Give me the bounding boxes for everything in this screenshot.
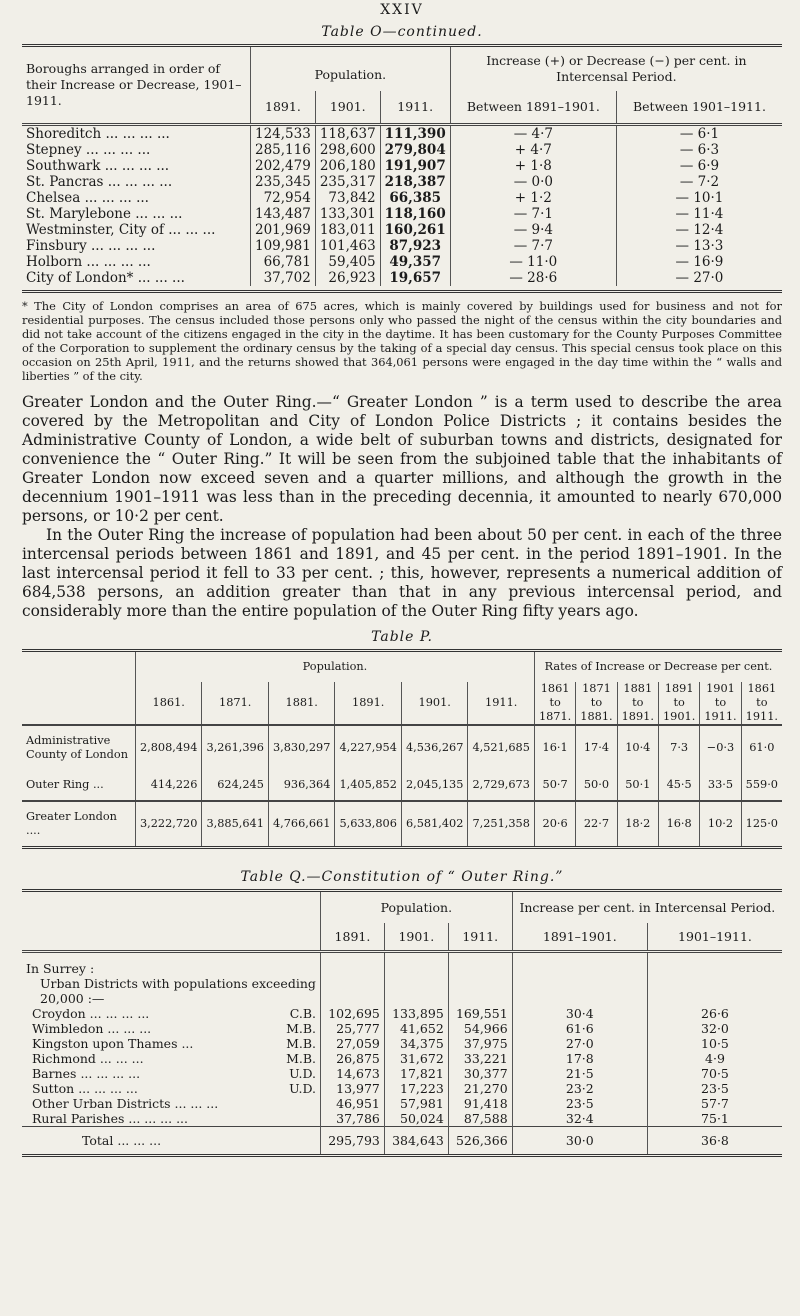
table-p-header-row <box>22 682 782 725</box>
paragraph-outer-ring: In the Outer Ring the increase of population had been about 50 per cent. in each of the three intercensal periods between 1861 and 1891, and 45 per cent. in the period 1891–1901. In the last intercensal period it fell to 33 per cent. ; this, however, represents a numerical addition of 684,538 persons, an addition greater than that in any previous intercensal period, and considerably more than the entire population of the Outer Ring fifty years ago. <box>22 526 782 620</box>
table-row <box>22 1006 782 1021</box>
population-value: 4,536,267 <box>401 725 468 770</box>
change-1901-1911: — 7·2 <box>616 174 782 190</box>
table-q-body <box>22 1006 782 1127</box>
table-q <box>22 892 782 1154</box>
change-1901-1911: — 6·9 <box>616 158 782 174</box>
q-group-label: In Surrey : <box>26 961 95 976</box>
q-pop-1891: 26,875 <box>321 1051 385 1066</box>
change-1901-1911: — 10·1 <box>616 190 782 206</box>
rate-value: 50·7 <box>534 770 575 801</box>
q-pop-1911: 91,418 <box>448 1096 512 1111</box>
district-name <box>22 1006 321 1021</box>
table-row <box>22 238 782 254</box>
q-change-2: 23·5 <box>647 1081 782 1096</box>
district-name <box>22 1111 321 1127</box>
rate-value: 16·1 <box>534 725 575 770</box>
pop-1901: 59,405 <box>315 254 380 270</box>
district-label: Croydon ... ... ... ... <box>32 1006 150 1021</box>
table-o-change-heading: Increase (+) or Decrease (−) per cent. in Intercensal Period. <box>450 47 782 91</box>
population-value: 2,729,673 <box>468 770 535 801</box>
table-o-stub-heading: Boroughs arranged in order of their Increase or Decrease, 1901–1911. <box>26 61 242 108</box>
col-between-1891-1901: Between 1891–1901. <box>450 91 616 125</box>
population-value: 2,045,135 <box>401 770 468 801</box>
borough-name: Holborn ... ... ... ... <box>26 254 151 270</box>
district-name <box>22 1081 321 1096</box>
pop-1911: 66,385 <box>380 190 450 206</box>
q-col-1901-1911: 1901–1911. <box>647 923 782 952</box>
q-pop-1911: 37,975 <box>448 1036 512 1051</box>
q-pop-1891: 37,786 <box>321 1111 385 1127</box>
change-1891-1901: + 4·7 <box>450 142 616 158</box>
change-1901-1911: — 11·4 <box>616 206 782 222</box>
table-row <box>22 725 782 770</box>
p-year-col: 1871. <box>202 682 269 725</box>
q-col-1911: 1911. <box>448 923 512 952</box>
q-pop-1891: 14,673 <box>321 1066 385 1081</box>
population-value: 3,885,641 <box>202 801 269 846</box>
pop-1911: 118,160 <box>380 206 450 222</box>
q-pop-1901: 41,652 <box>384 1021 448 1036</box>
pop-1901: 118,637 <box>315 125 380 143</box>
change-1891-1901: — 4·7 <box>450 125 616 143</box>
population-value: 414,226 <box>135 770 202 801</box>
table-row <box>22 1066 782 1081</box>
q-total-1891: 295,793 <box>321 1127 385 1155</box>
district-label: Other Urban Districts ... ... ... <box>32 1096 219 1111</box>
rate-value: 10·2 <box>700 801 741 846</box>
q-total-change-2: 36·8 <box>647 1127 782 1155</box>
pop-1901: 133,301 <box>315 206 380 222</box>
q-pop-1891: 46,951 <box>321 1096 385 1111</box>
table-row <box>22 801 782 846</box>
p-period-col: 1861 to 1871. <box>534 682 575 725</box>
q-change-2: 32·0 <box>647 1021 782 1036</box>
q-change-2: 70·5 <box>647 1066 782 1081</box>
change-1891-1901: — 0·0 <box>450 174 616 190</box>
pop-1891: 235,345 <box>251 174 316 190</box>
page-number: XXIV <box>380 2 424 18</box>
change-1891-1901: — 7·7 <box>450 238 616 254</box>
borough-name: Southwark ... ... ... ... <box>26 158 170 174</box>
rate-value: 20·6 <box>534 801 575 846</box>
table-row <box>22 254 782 270</box>
population-value: 5,633,806 <box>335 801 402 846</box>
district-name <box>22 1036 321 1051</box>
table-p-population-heading: Population. <box>135 652 534 682</box>
change-1901-1911: — 13·3 <box>616 238 782 254</box>
district-label: Richmond ... ... ... <box>32 1051 144 1066</box>
rule <box>22 846 782 849</box>
population-value: 1,405,852 <box>335 770 402 801</box>
population-value: 4,766,661 <box>268 801 335 846</box>
table-q-population-heading: Population. <box>321 892 513 923</box>
pop-1891: 124,533 <box>251 125 316 143</box>
rule <box>22 1154 782 1157</box>
table-row <box>22 190 782 206</box>
table-o-caption: Table O—continued. <box>321 24 483 40</box>
pop-1891: 66,781 <box>251 254 316 270</box>
change-1891-1901: + 1·8 <box>450 158 616 174</box>
pop-1891: 202,479 <box>251 158 316 174</box>
pop-1901: 26,923 <box>315 270 380 286</box>
p-year-col: 1881. <box>268 682 335 725</box>
pop-1891: 285,116 <box>251 142 316 158</box>
pop-1901: 73,842 <box>315 190 380 206</box>
change-1901-1911: — 16·9 <box>616 254 782 270</box>
district-label: Kingston upon Thames ... <box>32 1036 194 1051</box>
rate-value: 16·8 <box>658 801 699 846</box>
pop-1901: 235,317 <box>315 174 380 190</box>
q-pop-1911: 21,270 <box>448 1081 512 1096</box>
pop-1911: 279,804 <box>380 142 450 158</box>
rate-value: 61·0 <box>741 725 782 770</box>
q-pop-1901: 57,981 <box>384 1096 448 1111</box>
q-col-1891-1901: 1891–1901. <box>512 923 647 952</box>
table-row <box>22 770 782 801</box>
q-change-1: 23·2 <box>512 1081 647 1096</box>
population-value: 4,227,954 <box>335 725 402 770</box>
change-1901-1911: — 6·1 <box>616 125 782 143</box>
q-pop-1901: 17,223 <box>384 1081 448 1096</box>
change-1891-1901: — 9·4 <box>450 222 616 238</box>
q-pop-1911: 87,588 <box>448 1111 512 1127</box>
q-pop-1891: 27,059 <box>321 1036 385 1051</box>
district-name <box>22 1021 321 1036</box>
table-p-caption: Table P. <box>371 629 433 645</box>
q-pop-1891: 25,777 <box>321 1021 385 1036</box>
table-row <box>22 270 782 286</box>
q-change-2: 75·1 <box>647 1111 782 1127</box>
district-name <box>22 1096 321 1111</box>
district-type: M.B. <box>286 1051 316 1066</box>
q-pop-1911: 54,966 <box>448 1021 512 1036</box>
p-period-col: 1891 to 1901. <box>658 682 699 725</box>
q-change-1: 32·4 <box>512 1111 647 1127</box>
borough-name: St. Marylebone ... ... ... <box>26 206 183 222</box>
q-pop-1901: 133,895 <box>384 1006 448 1021</box>
population-value: 624,245 <box>202 770 269 801</box>
change-1891-1901: — 28·6 <box>450 270 616 286</box>
pop-1891: 143,487 <box>251 206 316 222</box>
pop-1891: 109,981 <box>251 238 316 254</box>
table-row <box>22 1096 782 1111</box>
district-type: M.B. <box>286 1021 316 1036</box>
district-name <box>22 1066 321 1081</box>
q-change-2: 10·5 <box>647 1036 782 1051</box>
q-pop-1911: 30,377 <box>448 1066 512 1081</box>
table-q-change-heading: Increase per cent. in Intercensal Period. <box>512 892 782 923</box>
change-1891-1901: — 7·1 <box>450 206 616 222</box>
q-total-1911: 526,366 <box>448 1127 512 1155</box>
pop-1901: 101,463 <box>315 238 380 254</box>
change-1891-1901: + 1·2 <box>450 190 616 206</box>
population-value: 3,261,396 <box>202 725 269 770</box>
borough-name: City of London* ... ... ... <box>26 270 185 286</box>
district-name <box>22 1051 321 1066</box>
q-total-label: Total ... ... ... <box>82 1133 162 1148</box>
pop-1891: 37,702 <box>251 270 316 286</box>
q-pop-1911: 169,551 <box>448 1006 512 1021</box>
q-col-1901: 1901. <box>384 923 448 952</box>
pop-1911: 160,261 <box>380 222 450 238</box>
q-pop-1901: 34,375 <box>384 1036 448 1051</box>
p-period-col: 1871 to 1881. <box>576 682 617 725</box>
borough-name: Westminster, City of ... ... ... <box>26 222 216 238</box>
rate-value: 33·5 <box>700 770 741 801</box>
district-label: Rural Parishes ... ... ... ... <box>32 1111 188 1126</box>
pop-1911: 111,390 <box>380 125 450 143</box>
district-type: C.B. <box>289 1006 316 1021</box>
table-row <box>22 1021 782 1036</box>
pop-1901: 206,180 <box>315 158 380 174</box>
table-q-stub <box>22 892 321 952</box>
district-type: M.B. <box>286 1036 316 1051</box>
table-row <box>22 158 782 174</box>
pop-1911: 191,907 <box>380 158 450 174</box>
rate-value: 50·0 <box>576 770 617 801</box>
table-o-body <box>22 125 782 287</box>
q-pop-1891: 102,695 <box>321 1006 385 1021</box>
table-o-population-heading: Population. <box>251 47 451 91</box>
q-col-1891: 1891. <box>321 923 385 952</box>
area-name: Greater London .... <box>26 810 117 837</box>
population-value: 936,364 <box>268 770 335 801</box>
q-pop-1911: 33,221 <box>448 1051 512 1066</box>
p-year-col: 1911. <box>468 682 535 725</box>
rate-value: 45·5 <box>658 770 699 801</box>
pop-1901: 298,600 <box>315 142 380 158</box>
pop-1911: 19,657 <box>380 270 450 286</box>
table-row <box>22 174 782 190</box>
rate-value: 7·3 <box>658 725 699 770</box>
q-pop-1901: 50,024 <box>384 1111 448 1127</box>
col-between-1901-1911: Between 1901–1911. <box>616 91 782 125</box>
p-year-col: 1891. <box>335 682 402 725</box>
p-period-col: 1881 to 1891. <box>617 682 658 725</box>
borough-name: Stepney ... ... ... ... <box>26 142 151 158</box>
q-change-2: 4·9 <box>647 1051 782 1066</box>
col-1891: 1891. <box>251 91 316 125</box>
table-q-caption: Table Q.—Constitution of “ Outer Ring.” <box>240 869 564 885</box>
table-p-rates-heading: Rates of Increase or Decrease per cent. <box>534 652 782 682</box>
pop-1911: 218,387 <box>380 174 450 190</box>
p-year-col: 1861. <box>135 682 202 725</box>
pop-1891: 72,954 <box>251 190 316 206</box>
p-period-col: 1861 to 1911. <box>741 682 782 725</box>
rate-value: 125·0 <box>741 801 782 846</box>
q-change-1: 27·0 <box>512 1036 647 1051</box>
q-total-change-1: 30·0 <box>512 1127 647 1155</box>
population-value: 2,808,494 <box>135 725 202 770</box>
q-change-2: 26·6 <box>647 1006 782 1021</box>
p-year-col: 1901. <box>401 682 468 725</box>
district-type: U.D. <box>289 1066 316 1081</box>
area-name: Administrative County of London <box>26 734 128 761</box>
table-p-stub <box>22 652 135 725</box>
rate-value: 18·2 <box>617 801 658 846</box>
q-subgroup-label: Urban Districts with populations exceeding 20,000 :— <box>40 976 316 1006</box>
q-change-1: 17·8 <box>512 1051 647 1066</box>
q-pop-1891: 13,977 <box>321 1081 385 1096</box>
table-row <box>22 125 782 143</box>
q-change-1: 30·4 <box>512 1006 647 1021</box>
rate-value: 559·0 <box>741 770 782 801</box>
table-row <box>22 1081 782 1096</box>
change-1901-1911: — 6·3 <box>616 142 782 158</box>
paragraph-greater-london: Greater London and the Outer Ring.—“ Greater London ” is a term used to describe the area covered by the Metropolitan and City of London Police Districts ; it contains besides the Administrative County of London, a wide belt of suburban towns and districts, designated for convenience the “ Outer Ring.” It will be seen from the subjoined table that the inhabitants of Greater London now exceed seven and a quarter millions, and although the growth in the decennium 1901–1911 was less than in the preceding decennia, it amounted to nearly 670,000 persons, or 10·2 per cent. <box>22 393 782 525</box>
population-value: 4,521,685 <box>468 725 535 770</box>
rate-value: 17·4 <box>576 725 617 770</box>
table-p <box>22 652 782 846</box>
borough-name: Shoreditch ... ... ... ... <box>26 126 170 142</box>
area-name: Outer Ring ... <box>26 778 104 791</box>
q-total-1901: 384,643 <box>384 1127 448 1155</box>
change-1891-1901: — 11·0 <box>450 254 616 270</box>
table-row <box>22 206 782 222</box>
rate-value: −0·3 <box>700 725 741 770</box>
rate-value: 22·7 <box>576 801 617 846</box>
q-change-2: 57·7 <box>647 1096 782 1111</box>
footnote: * The City of London comprises an area of 675 acres, which is mainly covered by buildings used for business and not for residential purposes. The census included those persons only who passed the night of the census within the city boundaries and did not take account of the citizens engaged in the city in the daytime. It has been customary for the County Purposes Committee of the Corporation to supplement the ordinary census by the taking of a special day census. This special census took place on this occasion on 25th April, 1911, and the returns showed that 364,061 persons were engaged in the day time within the “ walls and liberties ” of the city. <box>22 299 782 383</box>
population-value: 3,222,720 <box>135 801 202 846</box>
table-row <box>22 1036 782 1051</box>
population-value: 7,251,358 <box>468 801 535 846</box>
rule <box>22 290 782 293</box>
q-change-1: 23·5 <box>512 1096 647 1111</box>
table-row <box>22 142 782 158</box>
rate-value: 10·4 <box>617 725 658 770</box>
district-label: Wimbledon ... ... ... <box>32 1021 152 1036</box>
p-period-col: 1901 to 1911. <box>700 682 741 725</box>
table-row <box>22 1051 782 1066</box>
q-pop-1901: 31,672 <box>384 1051 448 1066</box>
population-value: 3,830,297 <box>268 725 335 770</box>
q-pop-1901: 17,821 <box>384 1066 448 1081</box>
district-type: U.D. <box>289 1081 316 1096</box>
borough-name: St. Pancras ... ... ... ... <box>26 174 173 190</box>
q-change-1: 61·6 <box>512 1021 647 1036</box>
borough-name: Finsbury ... ... ... ... <box>26 238 156 254</box>
pop-1911: 87,923 <box>380 238 450 254</box>
pop-1901: 183,011 <box>315 222 380 238</box>
change-1901-1911: — 12·4 <box>616 222 782 238</box>
population-value: 6,581,402 <box>401 801 468 846</box>
q-change-1: 21·5 <box>512 1066 647 1081</box>
district-label: Sutton ... ... ... ... <box>32 1081 138 1096</box>
table-o <box>22 47 782 286</box>
district-label: Barnes ... ... ... ... <box>32 1066 141 1081</box>
rate-value: 50·1 <box>617 770 658 801</box>
col-1911: 1911. <box>380 91 450 125</box>
pop-1891: 201,969 <box>251 222 316 238</box>
table-row <box>22 222 782 238</box>
borough-name: Chelsea ... ... ... ... <box>26 190 149 206</box>
change-1901-1911: — 27·0 <box>616 270 782 286</box>
pop-1911: 49,357 <box>380 254 450 270</box>
table-p-body <box>22 725 782 846</box>
page <box>22 0 782 1157</box>
col-1901: 1901. <box>315 91 380 125</box>
table-row <box>22 1111 782 1127</box>
